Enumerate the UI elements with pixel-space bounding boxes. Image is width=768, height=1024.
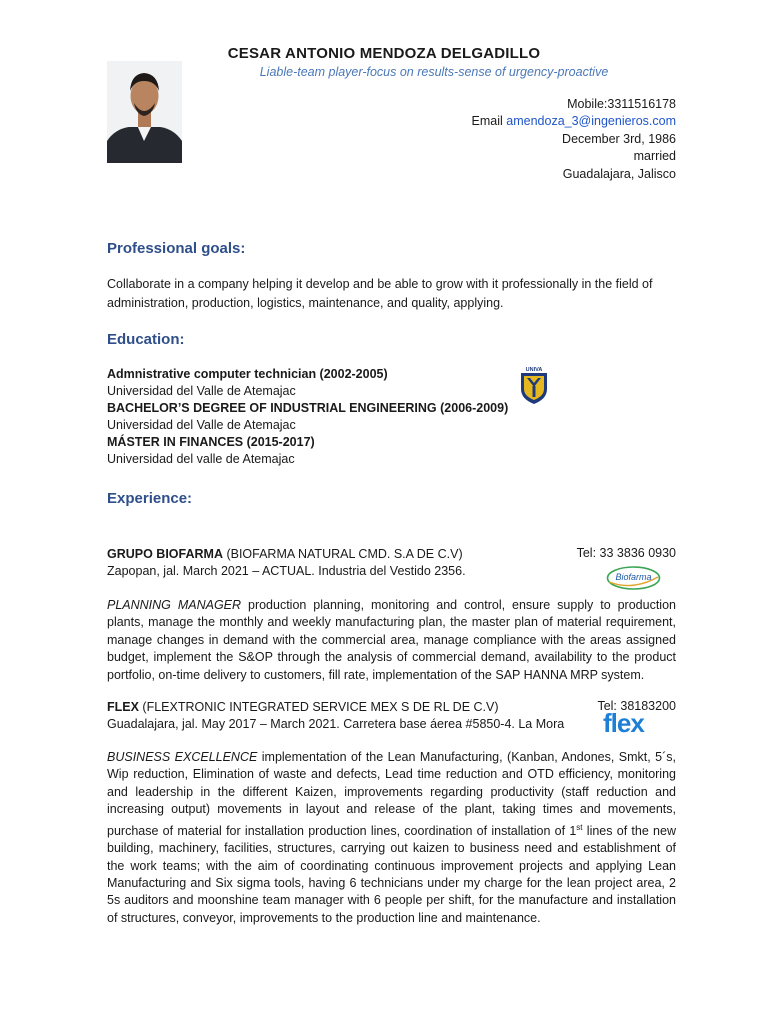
biofarma-logo — [606, 565, 661, 591]
profile-photo — [107, 61, 182, 163]
job-duties: production planning, monitoring and control, ensure supply to production plants, manage the monthly and weekly manufacturing plan, the master plan of material requirement, manage changes in demand with the commercial area, manage compliance with the areas assigned budget, implement the S&OP through the analysis of commercial demand, availability to the product portfolio, on-time delivery to customers, fill rate, implementation of the SAP HANNA MRP system. — [107, 598, 676, 682]
flex-logo: flex — [603, 708, 644, 738]
birthdate: December 3rd, 1986 — [562, 131, 676, 146]
company-name: FLEX — [107, 700, 139, 714]
school-name: Universidad del Valle de Atemajac — [107, 418, 296, 432]
job-location: Zapopan, jal. March 2021 – ACTUAL. Industria del Vestido 2356. — [107, 564, 466, 578]
education-list — [107, 366, 508, 468]
job-description — [107, 749, 676, 927]
marital-status: married — [633, 149, 676, 164]
job-role: PLANNING MANAGER — [107, 598, 242, 612]
candidate-name: CESAR ANTONIO MENDOZA DELGADILLO — [227, 45, 541, 62]
job-role: BUSINESS EXCELLENCE — [107, 750, 258, 764]
goals-text: Collaborate in a company helping it develop and be able to grow with it professionally in the field of administration, production, logistics, maintenance, and quality, applying. — [107, 277, 653, 310]
contact-block — [472, 96, 676, 183]
location: Guadalajara, Jalisco — [562, 166, 676, 181]
degree-title: BACHELOR’S DEGREE OF INDUSTRIAL ENGINEERING (2006-2009) — [107, 401, 509, 415]
section-heading-goals: Professional goals: — [107, 240, 246, 257]
email-link[interactable]: amendoza_3@ingenieros.com — [506, 114, 676, 129]
mobile-number: Mobile:3311516178 — [567, 97, 676, 111]
degree-title: MÁSTER IN FINANCES (2015-2017) — [107, 435, 315, 449]
job-company-line — [107, 699, 499, 716]
email-line — [472, 113, 676, 130]
degree-title: Admnistrative computer technician (2002-2005) — [107, 367, 388, 381]
school-name: Universidad del Valle de Atemajac — [107, 384, 296, 398]
svg-text:UNIVA: UNIVA — [525, 367, 543, 373]
job-duties: implementation of the Lean Manufacturing, (Kanban, Andones, Smkt, 5´s, Wip reduction, Elimination of waste and defects, Lead time reduction and OTD efficiency, monitoring and leadership in the different Kaizen, improvements regarding productivity (staff reduction and increasing output) movements in layout and release of the plant, taking times and movements, purchase of material for installation production lines, coordination of installation of 1 — [107, 750, 676, 838]
job-duties-cont: lines of the new building, machinery, facilities, structures, carrying out kaizen to business need and establishment of the work teams; with the aim of coordinating continuous improvement projects and applying Lean Manufacturing and Six sigma tools, having 6 technicians under my charge for the lean project area, 2 5s auditors and moonshine team manager with 6 people per shift, for the manufacture and installation of structures, conveyor, improvements to the production line and maintenance. — [107, 823, 676, 925]
ordinal-suffix: st — [576, 822, 583, 832]
company-name: GRUPO BIOFARMA — [107, 547, 223, 561]
company-legal-name: (FLEXTRONIC INTEGRATED SERVICE MEX S DE RL DE C.V) — [138, 700, 499, 714]
job-location: Guadalajara, jal. May 2017 – March 2021. Carretera base áerea #5850-4. La Mora — [107, 717, 565, 731]
company-phone: Tel: 38183200 — [597, 699, 676, 713]
section-heading-experience: Experience: — [107, 490, 193, 507]
company-legal-name: (BIOFARMA NATURAL CMD. S.A DE C.V) — [222, 547, 463, 561]
email-label: Email — [471, 114, 507, 129]
company-phone: Tel: 33 3836 0930 — [576, 546, 676, 560]
univa-logo — [519, 365, 549, 405]
job-description — [107, 597, 676, 684]
tagline: Liable-team player-focus on results-sense of urgency-proactive — [259, 65, 609, 79]
section-heading-education: Education: — [107, 331, 185, 348]
job-company-line — [107, 546, 463, 563]
school-name: Universidad del valle de Atemajac — [107, 452, 295, 466]
biofarma-logo-text: Biofarma — [615, 572, 652, 582]
